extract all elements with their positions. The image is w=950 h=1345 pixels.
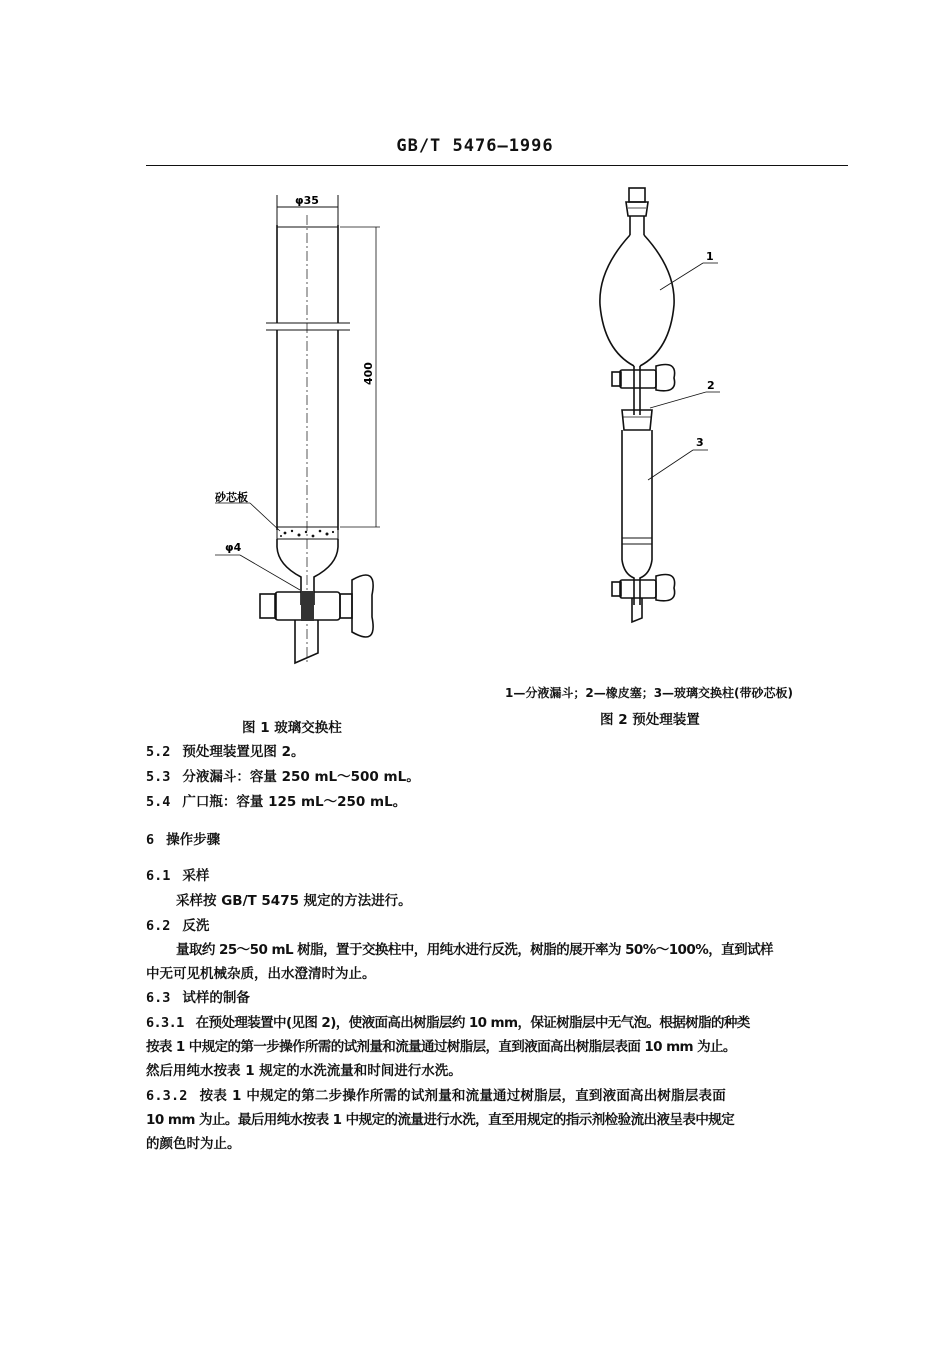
figure-2-legend: 1—分液漏斗；2—橡皮塞；3—玻璃交换柱(带砂芯板) <box>505 686 794 700</box>
section-5-4: 5.4 广口瓶：容量 125 mL～250 mL。 <box>146 794 407 810</box>
section-6-3-2-line-2: 10 mm 为止。最后用纯水按表 1 中规定的流量进行水洗，直至用规定的指示剂检验流出液呈表中规定 <box>146 1112 735 1128</box>
section-6-2-line-2: 中无可见机械杂质，出水澄清时为止。 <box>146 966 376 982</box>
dim-bore-label: φ4 <box>225 541 242 554</box>
sand-plate-label: 砂芯板 <box>215 491 248 504</box>
callout-2-label: 2 <box>707 379 715 392</box>
section-6-3-2-line-3: 的颜色时为止。 <box>146 1136 241 1152</box>
header-rule <box>146 165 848 166</box>
page-header-title: GB/T 5476—1996 <box>396 136 554 156</box>
callout-1-label: 1 <box>706 250 714 263</box>
section-6-3-1-line-3: 然后用纯水按表 1 规定的水洗流量和时间进行水洗。 <box>146 1063 462 1079</box>
dim-length-label: 400 <box>362 362 375 385</box>
section-6-3-1-line-2: 按表 1 中规定的第一步操作所需的试剂量和流量通过树脂层，直到液面高出树脂层表面 10 mm 为止。 <box>146 1039 736 1055</box>
section-6-1-text: 采样按 GB/T 5475 规定的方法进行。 <box>176 893 412 909</box>
section-6-2-heading: 6.2 反洗 <box>146 918 210 934</box>
figure-1-glass-column <box>200 185 400 675</box>
figure-2-caption: 图 2 预处理装置 <box>600 712 700 728</box>
section-6-3-heading: 6.3 试样的制备 <box>146 990 250 1006</box>
section-6-2-line-1: 量取约 25～50 mL 树脂，置于交换柱中，用纯水进行反洗，树脂的展开率为 50%～100%，直到试样 <box>176 942 773 958</box>
section-5-2: 5.2 预处理装置见图 2。 <box>146 744 305 760</box>
figure-2-pretreatment-apparatus <box>590 180 740 630</box>
section-6-heading: 6 操作步骤 <box>146 832 221 848</box>
section-5-3: 5.3 分液漏斗：容量 250 mL～500 mL。 <box>146 769 420 785</box>
section-6-3-2-line-1: 6.3.2 按表 1 中规定的第二步操作所需的试剂量和流量通过树脂层，直到液面高出树脂层表面 <box>146 1088 726 1104</box>
section-6-1-heading: 6.1 采样 <box>146 868 210 884</box>
section-6-3-1-line-1: 6.3.1 在预处理装置中(见图 2)，使液面高出树脂层约 10 mm，保证树脂层中无气泡。根据树脂的种类 <box>146 1015 750 1031</box>
callout-3-label: 3 <box>696 436 704 449</box>
body-text <box>146 740 850 1160</box>
dim-diameter-label: φ35 <box>295 194 319 207</box>
figure-1-caption: 图 1 玻璃交换柱 <box>242 720 342 736</box>
